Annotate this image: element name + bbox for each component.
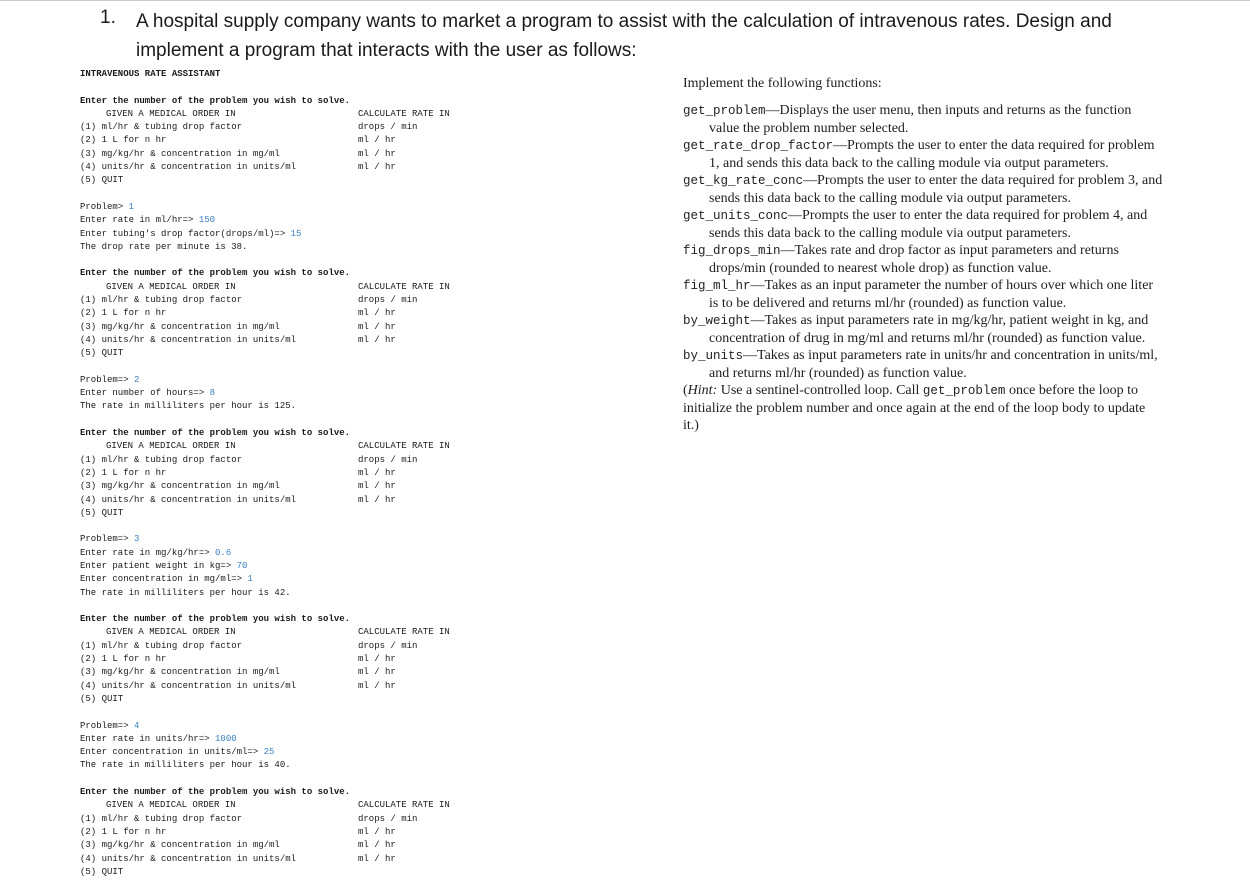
user-input: 1 xyxy=(128,201,135,212)
menu-prompt-line xyxy=(80,786,500,799)
run-prompt: The rate in milliliters per hour is 125. xyxy=(80,401,297,412)
function-name: get_rate_drop_factor xyxy=(683,139,834,153)
console-blank-line xyxy=(80,361,500,374)
given-header: GIVEN A MEDICAL ORDER IN xyxy=(106,800,236,811)
menu-option xyxy=(80,866,500,879)
run-prompt: Problem=> xyxy=(80,534,135,545)
given-header: GIVEN A MEDICAL ORDER IN xyxy=(106,627,236,638)
menu-option xyxy=(80,454,500,467)
function-description: —Displays the user menu, then inputs and returns as the function value the problem number selected. xyxy=(709,103,1132,136)
menu-option-calc: ml / hr xyxy=(358,162,396,173)
run-line xyxy=(80,374,500,387)
console-title-text: INTRAVENOUS RATE ASSISTANT xyxy=(80,69,221,79)
console-blank-line xyxy=(80,706,500,719)
menu-option xyxy=(80,826,500,839)
menu-option-given: (4) units/hr & concentration in units/ml xyxy=(80,162,297,173)
menu-option xyxy=(80,853,500,866)
menu-option xyxy=(80,174,500,187)
console-blank-line xyxy=(80,254,500,267)
user-input: 8 xyxy=(209,388,216,399)
menu-option xyxy=(80,640,500,653)
menu-option-given: (1) ml/hr & tubing drop factor xyxy=(80,454,243,465)
function-description: —Takes as input parameters rate in mg/kg/hr, patient weight in kg, and concentration of drug in mg/ml and returns ml/hr (rounded) as function value. xyxy=(709,313,1149,346)
run-prompt: Enter patient weight in kg=> xyxy=(80,560,237,571)
run-line xyxy=(80,746,500,759)
menu-option-calc: ml / hr xyxy=(358,321,396,332)
run-line xyxy=(80,400,500,413)
run-prompt: Problem=> xyxy=(80,720,135,731)
menu-option-calc: ml / hr xyxy=(358,148,396,159)
user-input: 3 xyxy=(134,534,140,545)
question-number: 1. xyxy=(100,7,116,28)
menu-option-calc: ml / hr xyxy=(358,826,396,837)
run-line xyxy=(80,733,500,746)
function-description: —Prompts the user to enter the data required for problem 4, and sends this data back to the calling module via output parameters. xyxy=(709,208,1148,241)
run-line xyxy=(80,241,500,254)
menu-header-line xyxy=(80,281,500,294)
run-prompt: Enter rate in units/hr=> xyxy=(80,733,216,744)
run-prompt: Enter number of hours=> xyxy=(80,388,210,399)
calc-header: CALCULATE RATE IN xyxy=(358,800,450,811)
user-input: 1 xyxy=(247,574,253,585)
given-header: GIVEN A MEDICAL ORDER IN xyxy=(106,108,236,119)
menu-option-calc: ml / hr xyxy=(358,840,396,851)
menu-option xyxy=(80,693,500,706)
menu-option xyxy=(80,666,500,679)
menu-option-calc: drops / min xyxy=(358,813,418,824)
run-line xyxy=(80,214,500,227)
menu-option-calc: ml / hr xyxy=(358,680,396,691)
menu-prompt-line xyxy=(80,613,500,626)
menu-option-given: (3) mg/kg/hr & concentration in mg/ml xyxy=(80,481,280,492)
function-name: fig_drops_min xyxy=(683,244,781,258)
function-description: —Takes as input parameters rate in units/hr and concentration in units/ml, and returns ml/hr (rounded) as function value. xyxy=(709,348,1158,381)
sample-console-session xyxy=(80,68,500,879)
menu-option-calc: ml / hr xyxy=(358,334,396,345)
menu-option-calc: ml / hr xyxy=(358,481,396,492)
run-prompt: Problem=> xyxy=(80,374,135,385)
user-input: 15 xyxy=(290,228,302,239)
menu-option-calc: ml / hr xyxy=(358,308,396,319)
given-header: GIVEN A MEDICAL ORDER IN xyxy=(106,441,236,452)
calc-header: CALCULATE RATE IN xyxy=(358,108,450,119)
menu-prompt: Enter the number of the problem you wish to solve. xyxy=(80,268,351,279)
run-prompt: The drop rate per minute is 38. xyxy=(80,241,248,252)
user-input: 0.6 xyxy=(215,547,232,558)
menu-header-line xyxy=(80,440,500,453)
function-spec xyxy=(683,75,1163,434)
function-description: —Takes as an input parameter the number of hours over which one liter is to be delivered and returns ml/hr (rounded) as function value. xyxy=(709,278,1154,311)
menu-option-given: (1) ml/hr & tubing drop factor xyxy=(80,640,243,651)
menu-prompt: Enter the number of the problem you wish to solve. xyxy=(80,787,351,798)
menu-option-calc: drops / min xyxy=(358,454,418,465)
menu-header-line xyxy=(80,108,500,121)
calc-header: CALCULATE RATE IN xyxy=(358,281,450,292)
menu-option-calc: ml / hr xyxy=(358,853,396,864)
function-description: —Prompts the user to enter the data required for problem 1, and sends this data back to the calling module via output parameters. xyxy=(709,138,1155,171)
function-name: by_units xyxy=(683,349,744,363)
function-item-by_weight xyxy=(683,312,1163,347)
function-item-by_units xyxy=(683,347,1163,382)
menu-option-given: (3) mg/kg/hr & concentration in mg/ml xyxy=(80,667,280,678)
function-item-get_problem xyxy=(683,102,1163,137)
question-text: A hospital supply company wants to market a program to assist with the calculation of intravenous rates. Design and implement a program that interacts with the user as follows: xyxy=(136,11,1112,61)
function-name: get_kg_rate_conc xyxy=(683,174,804,188)
hint-part-2: once before the loop to initialize the problem number and once again at the end of the loop body to update it.) xyxy=(683,383,1146,433)
console-blank-line xyxy=(80,81,500,94)
run-line xyxy=(80,201,500,214)
user-input: 2 xyxy=(134,374,140,385)
menu-option xyxy=(80,653,500,666)
user-input: 70 xyxy=(236,560,248,571)
menu-option-calc: drops / min xyxy=(358,640,418,651)
function-name: by_weight xyxy=(683,314,751,328)
console-blank-line xyxy=(80,600,500,613)
menu-option-given: (3) mg/kg/hr & concentration in mg/ml xyxy=(80,148,280,159)
menu-option-given: (2) 1 L for n hr xyxy=(80,826,167,837)
menu-prompt-line xyxy=(80,95,500,108)
user-input: 25 xyxy=(263,747,275,758)
user-input: 4 xyxy=(134,720,140,731)
menu-option-given: (4) units/hr & concentration in units/ml xyxy=(80,334,297,345)
menu-option xyxy=(80,148,500,161)
run-line xyxy=(80,759,500,772)
menu-option xyxy=(80,494,500,507)
menu-option-given: (5) QUIT xyxy=(80,348,124,359)
menu-option xyxy=(80,307,500,320)
run-line xyxy=(80,560,500,573)
run-prompt: Enter concentration in units/ml=> xyxy=(80,747,264,758)
function-name: fig_ml_hr xyxy=(683,279,751,293)
menu-option-given: (5) QUIT xyxy=(80,507,124,518)
run-prompt: The rate in milliliters per hour is 40. xyxy=(80,760,291,771)
menu-option-given: (3) mg/kg/hr & concentration in mg/ml xyxy=(80,840,280,851)
menu-option xyxy=(80,121,500,134)
run-line xyxy=(80,533,500,546)
menu-option-calc: ml / hr xyxy=(358,135,396,146)
function-list xyxy=(683,102,1163,382)
function-item-fig_drops_min xyxy=(683,242,1163,277)
menu-prompt-line xyxy=(80,427,500,440)
run-line xyxy=(80,228,500,241)
menu-option-given: (5) QUIT xyxy=(80,693,124,704)
menu-prompt: Enter the number of the problem you wish to solve. xyxy=(80,95,351,106)
user-input: 1000 xyxy=(215,733,237,744)
function-item-fig_ml_hr xyxy=(683,277,1163,312)
run-line xyxy=(80,587,500,600)
menu-header-line xyxy=(80,799,500,812)
calc-header: CALCULATE RATE IN xyxy=(358,441,450,452)
console-blank-line xyxy=(80,188,500,201)
menu-option-given: (4) units/hr & concentration in units/ml xyxy=(80,680,297,691)
top-rule xyxy=(0,0,1250,1)
hint-part-1: Use a sentinel-controlled loop. Call xyxy=(717,383,923,398)
menu-option-calc: ml / hr xyxy=(358,494,396,505)
menu-option-given: (2) 1 L for n hr xyxy=(80,308,167,319)
menu-header-line xyxy=(80,626,500,639)
menu-option xyxy=(80,334,500,347)
menu-option-calc: ml / hr xyxy=(358,667,396,678)
given-header: GIVEN A MEDICAL ORDER IN xyxy=(106,281,236,292)
function-description: —Takes rate and drop factor as input parameters and returns drops/min (rounded to nearest whole drop) as function value. xyxy=(709,243,1119,276)
console-title xyxy=(80,68,500,81)
menu-option xyxy=(80,507,500,520)
menu-option-given: (4) units/hr & concentration in units/ml xyxy=(80,494,297,505)
menu-prompt: Enter the number of the problem you wish to solve. xyxy=(80,614,351,625)
console-blank-line xyxy=(80,414,500,427)
menu-option-given: (3) mg/kg/hr & concentration in mg/ml xyxy=(80,321,280,332)
menu-prompt: Enter the number of the problem you wish to solve. xyxy=(80,428,351,439)
console-blank-line xyxy=(80,520,500,533)
menu-option-given: (2) 1 L for n hr xyxy=(80,467,167,478)
menu-option-given: (5) QUIT xyxy=(80,866,124,877)
menu-option xyxy=(80,480,500,493)
menu-option xyxy=(80,321,500,334)
run-line xyxy=(80,387,500,400)
function-item-get_rate_drop_factor xyxy=(683,137,1163,172)
functions-heading: Implement the following functions: xyxy=(683,76,882,91)
run-prompt: Enter tubing's drop factor(drops/ml)=> xyxy=(80,228,291,239)
menu-option xyxy=(80,161,500,174)
run-prompt: The rate in milliliters per hour is 42. xyxy=(80,587,291,598)
hint-paragraph: (Hint: Use a sentinel-controlled loop. Call get_problem once before the loop to initialize the problem number and once again at the end of the loop body to update it.) xyxy=(683,383,1146,433)
run-line xyxy=(80,720,500,733)
menu-option xyxy=(80,134,500,147)
run-line xyxy=(80,547,500,560)
hint-label: Hint: xyxy=(687,383,718,398)
function-item-get_units_conc xyxy=(683,207,1163,242)
menu-prompt-line xyxy=(80,267,500,280)
user-input: 150 xyxy=(198,215,216,226)
run-prompt: Enter rate in ml/hr=> xyxy=(80,215,199,226)
menu-option-given: (2) 1 L for n hr xyxy=(80,654,167,665)
calc-header: CALCULATE RATE IN xyxy=(358,627,450,638)
menu-option xyxy=(80,813,500,826)
run-line xyxy=(80,573,500,586)
console-blank-line xyxy=(80,773,500,786)
run-prompt: Enter concentration in mg/ml=> xyxy=(80,574,248,585)
menu-option-given: (4) units/hr & concentration in units/ml xyxy=(80,853,297,864)
menu-option-calc: drops / min xyxy=(358,122,418,133)
menu-option xyxy=(80,467,500,480)
run-prompt: Enter rate in mg/kg/hr=> xyxy=(80,547,216,558)
menu-option xyxy=(80,347,500,360)
menu-option-given: (2) 1 L for n hr xyxy=(80,135,167,146)
menu-option-calc: ml / hr xyxy=(358,654,396,665)
function-item-get_kg_rate_conc xyxy=(683,172,1163,207)
menu-option-given: (1) ml/hr & tubing drop factor xyxy=(80,122,243,133)
hint-code: get_problem xyxy=(922,384,1006,398)
function-name: get_units_conc xyxy=(683,209,789,223)
menu-option-given: (1) ml/hr & tubing drop factor xyxy=(80,813,243,824)
function-name: get_problem xyxy=(683,104,766,118)
run-prompt: Problem> xyxy=(80,201,129,212)
menu-option xyxy=(80,294,500,307)
menu-option xyxy=(80,839,500,852)
menu-option-given: (5) QUIT xyxy=(80,175,124,186)
menu-option xyxy=(80,680,500,693)
menu-option-given: (1) ml/hr & tubing drop factor xyxy=(80,295,243,306)
menu-option-calc: ml / hr xyxy=(358,467,396,478)
function-description: —Prompts the user to enter the data required for problem 3, and sends this data back to the calling module via output parameters. xyxy=(709,173,1163,206)
menu-option-calc: drops / min xyxy=(358,295,418,306)
